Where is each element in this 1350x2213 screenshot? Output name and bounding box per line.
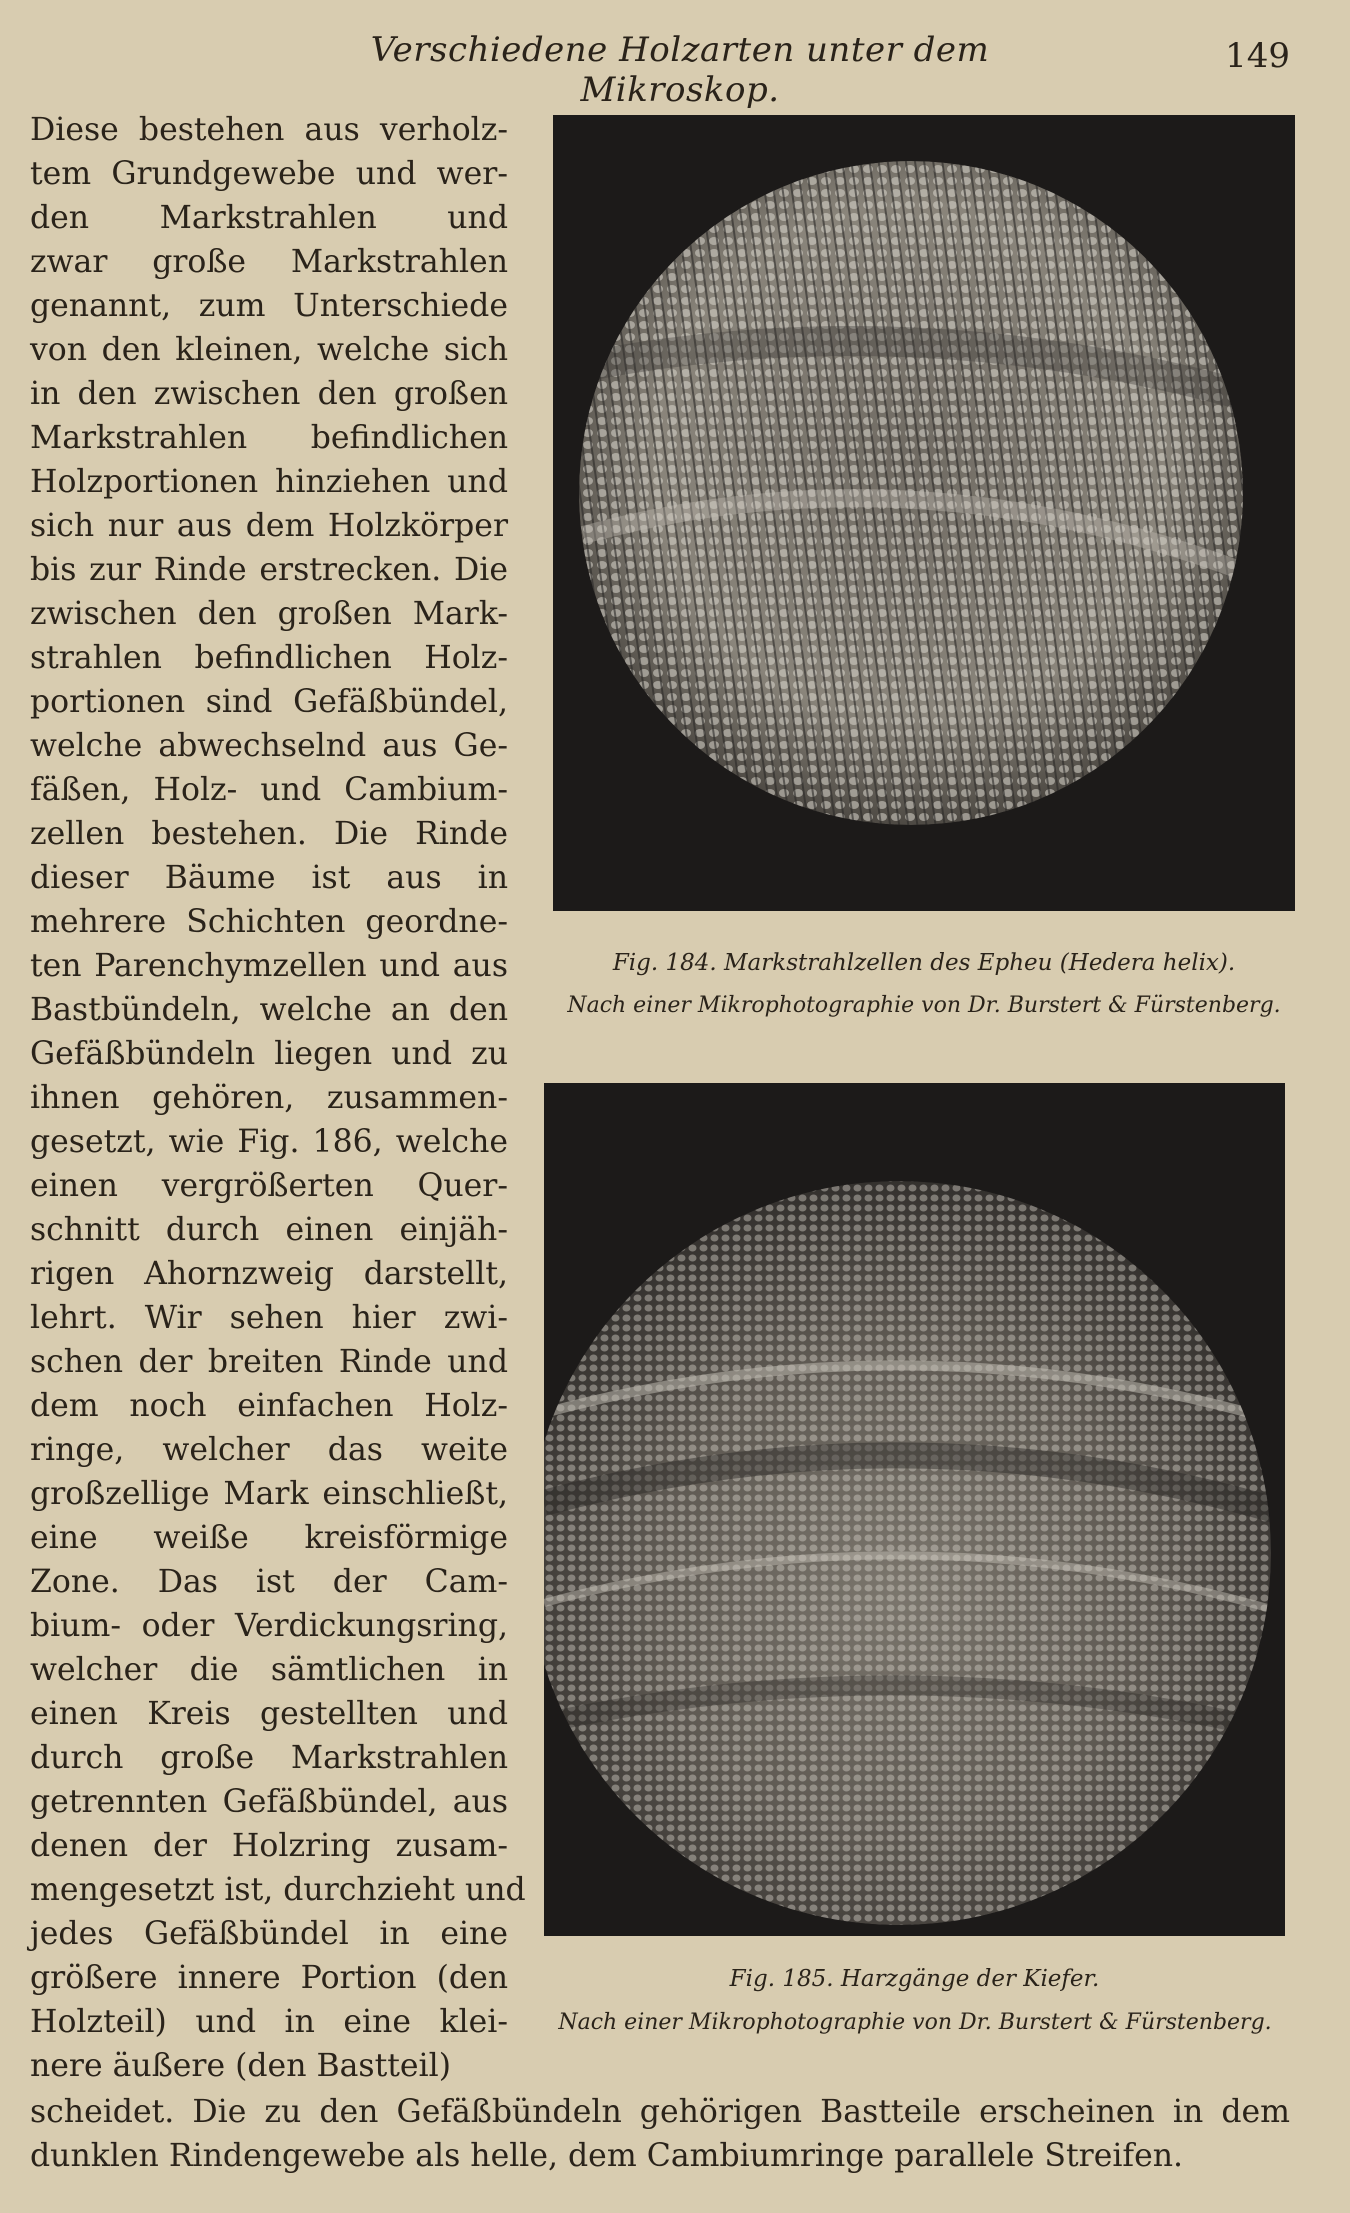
text-line: sich nur aus dem Holzkörper xyxy=(30,508,508,544)
text-line: gesetzt, wie Fig. 186, welche xyxy=(30,1124,508,1160)
text-line: größere innere Portion (den xyxy=(30,1960,508,1996)
text-line: zwar große Markstrahlen xyxy=(30,244,508,280)
text-line: eine weiße kreisförmige xyxy=(30,1520,508,1556)
text-line: schen der breiten Rinde und xyxy=(30,1344,508,1380)
text-line: Bastbündeln, welche an den xyxy=(30,992,508,1028)
text-line: ihnen gehören, zusammen- xyxy=(30,1080,508,1116)
text-line: dieser Bäume ist aus in xyxy=(30,860,508,896)
text-line: mehrere Schichten geordne- xyxy=(30,904,508,940)
text-line: scheidet. Die zu den Gefäßbündeln gehörigen Bastteile erscheinen in dem xyxy=(30,2094,1290,2130)
text-line: genannt, zum Unterschiede xyxy=(30,288,508,324)
text-line: strahlen befindlichen Holz- xyxy=(30,640,508,676)
text-line: mengesetzt ist, durchzieht und xyxy=(30,1872,526,1908)
figure-185-micrograph xyxy=(544,1083,1285,1936)
text-line: getrennten Gefäßbündel, aus xyxy=(30,1784,508,1820)
text-line: ringe, welcher das weite xyxy=(30,1432,508,1468)
text-line: Diese bestehen aus verholz- xyxy=(30,112,508,148)
text-line: ten Parenchymzellen und aus xyxy=(30,948,508,984)
text-line: dem noch einfachen Holz- xyxy=(30,1388,508,1424)
text-line: portionen sind Gefäßbündel, xyxy=(30,684,508,720)
text-line: tem Grundgewebe und wer- xyxy=(30,156,508,192)
text-line: dunklen Rindengewebe als helle, dem Cambiumringe parallele Streifen. xyxy=(30,2138,1184,2174)
text-line: von den kleinen, welche sich xyxy=(30,332,508,368)
text-line: welche abwechselnd aus Ge- xyxy=(30,728,508,764)
text-line: fäßen, Holz- und Cambium- xyxy=(30,772,508,808)
text-line: durch große Markstrahlen xyxy=(30,1740,508,1776)
text-line: in den zwischen den großen xyxy=(30,376,508,412)
text-line: lehrt. Wir sehen hier zwi- xyxy=(30,1300,508,1336)
text-line: Holzteil) und in eine klei- xyxy=(30,2004,508,2040)
text-line: zwischen den großen Mark- xyxy=(30,596,508,632)
running-title: Verschiedene Holzarten unter dem Mikroskop. xyxy=(370,30,990,110)
text-line: nere äußere (den Bastteil) xyxy=(30,2048,451,2084)
figure-185-caption: Fig. 185. Harzgänge der Kiefer. xyxy=(729,1966,1100,1992)
ivy-cross-section-image xyxy=(553,115,1295,911)
text-line: bium- oder Verdickungsring, xyxy=(30,1608,508,1644)
text-line: welcher die sämtlichen in xyxy=(30,1652,508,1688)
page-number: 149 xyxy=(1225,36,1290,76)
text-line: rigen Ahornzweig darstellt, xyxy=(30,1256,508,1292)
body-text-column xyxy=(30,108,526,2088)
text-line: großzellige Mark einschließt, xyxy=(30,1476,508,1512)
figure-184-micrograph xyxy=(553,115,1295,911)
text-line: zellen bestehen. Die Rinde xyxy=(30,816,508,852)
text-line: Gefäßbündeln liegen und zu xyxy=(30,1036,508,1072)
text-line: Zone. Das ist der Cam- xyxy=(30,1564,508,1600)
figure-185-credit: Nach einer Mikrophotographie von Dr. Burstert & Fürstenberg. xyxy=(558,2010,1272,2035)
text-line: denen der Holzring zusam- xyxy=(30,1828,508,1864)
figure-184-credit: Nach einer Mikrophotographie von Dr. Burstert & Fürstenberg. xyxy=(567,993,1281,1018)
text-line: jedes Gefäßbündel in eine xyxy=(30,1916,508,1952)
pine-resin-ducts-image xyxy=(544,1083,1285,1936)
body-text-full-width xyxy=(30,2090,1290,2178)
text-line: einen vergrößerten Quer- xyxy=(30,1168,508,1204)
text-line: einen Kreis gestellten und xyxy=(30,1696,508,1732)
text-line: schnitt durch einen einjäh- xyxy=(30,1212,508,1248)
text-line: Holzportionen hinziehen und xyxy=(30,464,508,500)
figure-184-caption: Fig. 184. Markstrahlzellen des Epheu (Hedera helix). xyxy=(612,950,1236,976)
text-line: Markstrahlen befindlichen xyxy=(30,420,508,456)
text-line: den Markstrahlen und xyxy=(30,200,508,236)
text-line: bis zur Rinde erstrecken. Die xyxy=(30,552,508,588)
